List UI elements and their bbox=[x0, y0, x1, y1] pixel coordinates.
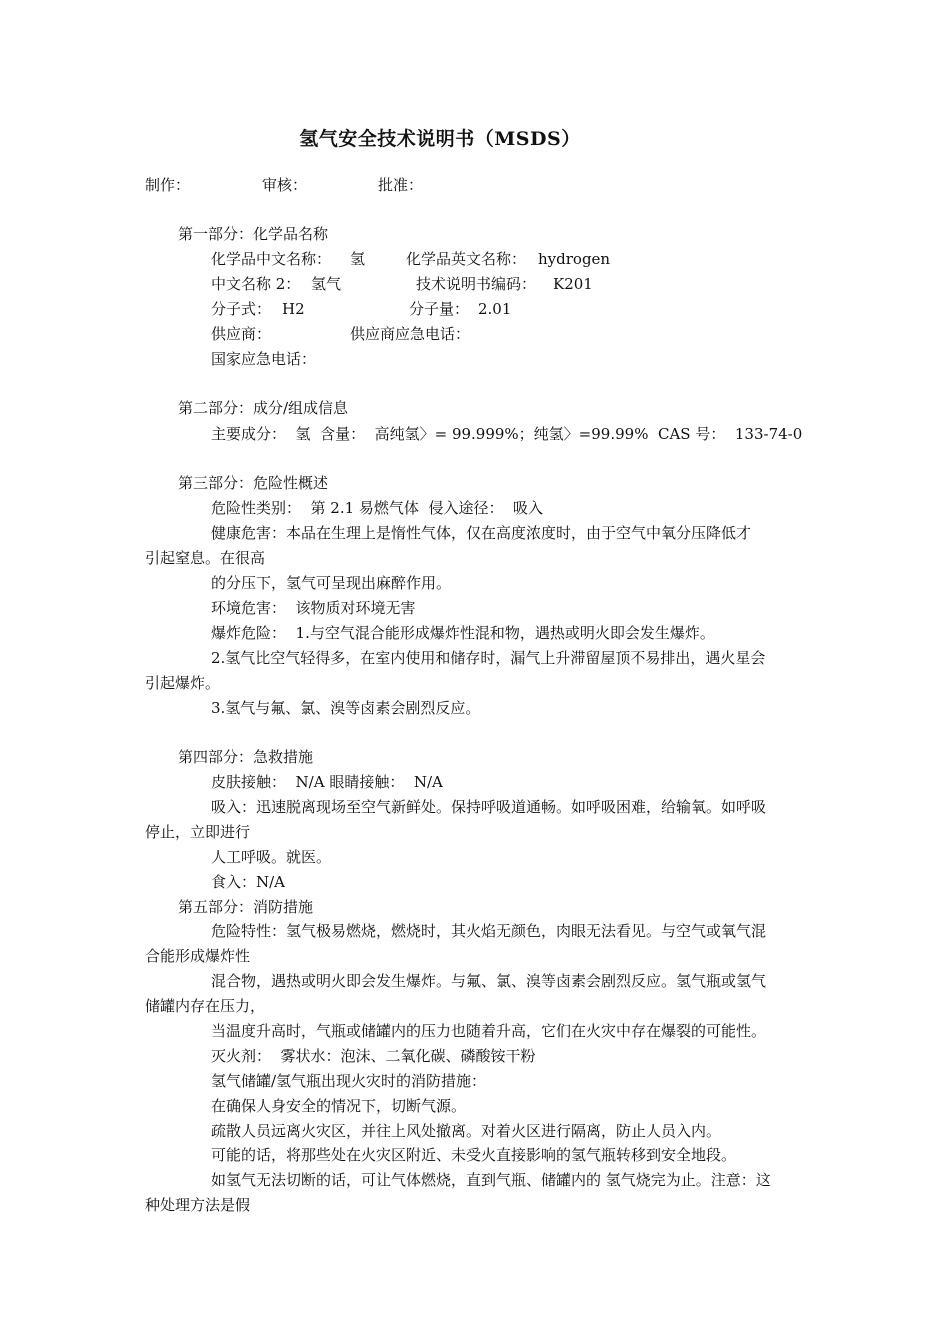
ingestion: 食入：N/A bbox=[211, 873, 286, 891]
health-hazard-line1: 健康危害：本品在生理上是惰性气体，仅在高度浓度时，由于空气中氧分压降低才 bbox=[211, 524, 752, 542]
environment-hazard: 环境危害： 该物质对环境无害 bbox=[211, 599, 416, 617]
made-by-label: 制作： bbox=[145, 176, 191, 194]
formula-label: 分子式： bbox=[211, 300, 272, 318]
supplier-phone-label: 供应商应急电话： bbox=[350, 325, 471, 343]
danger-line5: 当温度升高时，气瓶或储罐内的压力也随着升高，它们在火灾中存在爆裂的可能性。 bbox=[211, 1022, 767, 1040]
explosion-hazard-3: 3.氢气与氟、氯、溴等卤素会剧烈反应。 bbox=[211, 699, 481, 717]
cn-name2-label: 中文名称 2： bbox=[211, 275, 301, 293]
danger-line4: 储罐内存在压力， bbox=[145, 997, 266, 1015]
cn-name-value: 氢 bbox=[350, 250, 366, 268]
fire-measure-1: 在确保人身安全的情况下，切断气源。 bbox=[211, 1097, 467, 1115]
danger-line2: 合能形成爆炸性 bbox=[145, 947, 251, 965]
hazard-class: 危险性类别： 第 2.1 易燃气体 侵入途径： 吸入 bbox=[211, 499, 544, 517]
reviewed-by-label: 审核： bbox=[262, 176, 308, 194]
weight-value: 2.01 bbox=[478, 300, 512, 318]
cn-name2-value: 氢气 bbox=[311, 275, 342, 293]
danger-line1: 危险特性：氢气极易燃烧，燃烧时，其火焰无颜色，肉眼无法看见。与空气或氧气混 bbox=[211, 922, 767, 940]
fire-measures-title: 氢气储罐/氢气瓶出现火灾时的消防措施： bbox=[211, 1072, 487, 1090]
inhale-line3: 人工呼吸。就医。 bbox=[211, 848, 332, 866]
formula-value: H2 bbox=[282, 300, 305, 318]
national-phone-label: 国家应急电话： bbox=[211, 350, 317, 368]
fire-measure-2: 疏散人员远离火灾区，并往上风处撤离。对着火区进行隔离，防止人员入内。 bbox=[211, 1122, 722, 1140]
skin-eye-contact: 皮肤接触： N/A 眼睛接触： N/A bbox=[211, 773, 443, 791]
code-value: K201 bbox=[553, 275, 593, 293]
en-name-value: hydrogen bbox=[538, 250, 611, 268]
supplier-label: 供应商： bbox=[211, 325, 272, 343]
inhale-line1: 吸入：迅速脱离现场至空气新鲜处。保持呼吸道通畅。如呼吸困难，给输氧。如呼吸 bbox=[211, 798, 767, 816]
part3-heading: 第三部分：危险性概述 bbox=[178, 474, 329, 492]
weight-label: 分子量： bbox=[409, 300, 470, 318]
fire-measure-4a: 如氢气无法切断的话，可让气体燃烧，直到气瓶、储罐内的 氢气烧完为止。注意：这 bbox=[211, 1171, 771, 1189]
danger-line3: 混合物，遇热或明火即会发生爆炸。与氟、氯、溴等卤素会剧烈反应。氢气瓶或氢气 bbox=[211, 972, 767, 990]
main-component: 主要成分： 氢 含量： 高纯氢〉= 99.999%；纯氢〉=99.99% CAS 号： 133-74-0 bbox=[211, 425, 803, 443]
inhale-line2: 停止，立即进行 bbox=[145, 823, 251, 841]
explosion-hazard-1: 爆炸危险： 1.与空气混合能形成爆炸性混和物，遇热或明火即会发生爆炸。 bbox=[211, 624, 715, 642]
part5-heading: 第五部分：消防措施 bbox=[178, 898, 314, 916]
explosion-hazard-2b: 引起爆炸。 bbox=[145, 674, 221, 692]
part2-heading: 第二部分：成分/组成信息 bbox=[178, 399, 349, 417]
cn-name-label: 化学品中文名称： bbox=[211, 250, 332, 268]
part4-heading: 第四部分：急救措施 bbox=[178, 748, 314, 766]
fire-measure-4b: 种处理方法是假 bbox=[145, 1196, 251, 1214]
health-hazard-line3: 的分压下，氢气可呈现出麻醉作用。 bbox=[211, 574, 452, 592]
part1-heading: 第一部分：化学品名称 bbox=[178, 225, 329, 243]
en-name-label: 化学品英文名称： bbox=[406, 250, 527, 268]
approved-by-label: 批准： bbox=[378, 176, 424, 194]
health-hazard-line2: 引起窒息。在很高 bbox=[145, 549, 266, 567]
explosion-hazard-2a: 2.氢气比空气轻得多，在室内使用和储存时，漏气上升滞留屋顶不易排出，遇火星会 bbox=[211, 649, 766, 667]
extinguishing-agent: 灭火剂： 雾状水：泡沫、二氧化碳、磷酸铵干粉 bbox=[211, 1047, 536, 1065]
fire-measure-3: 可能的话，将那些处在火灾区附近、未受火直接影响的氢气瓶转移到安全地段。 bbox=[211, 1146, 737, 1164]
document-title: 氢气安全技术说明书（MSDS） bbox=[299, 128, 581, 150]
code-label: 技术说明书编码： bbox=[416, 275, 537, 293]
